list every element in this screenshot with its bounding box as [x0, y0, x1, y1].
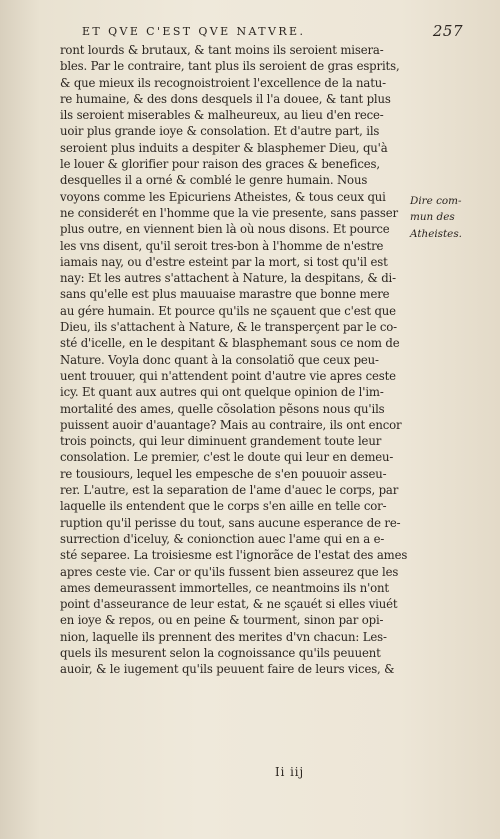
signature-mark: Ii iij [275, 765, 305, 779]
text-line: sans qu'elle est plus mauuaise marastre que bonne mere [60, 287, 390, 302]
text-line: ils seroient miserables & malheureux, au lieu d'en rece- [60, 108, 384, 123]
text-line: iamais nay, ou d'estre esteint par la mort, si tost qu'il est [60, 254, 388, 269]
text-line: desquelles il a orné & comblé le genre humain. Nous [60, 173, 368, 188]
margin-note-line: mun des [410, 211, 455, 224]
running-title: ET QVE C'EST QVE NATVRE. [82, 24, 306, 38]
text-line: le louer & glorifier pour raison des graces & benefices, [60, 157, 380, 172]
text-line: ames demeurassent immortelles, ce neantmoins ils n'ont [60, 580, 389, 595]
text-line: point d'asseurance de leur estat, & ne sçauét si elles viuét [60, 597, 398, 612]
text-line: au gére humain. Et pource qu'ils ne sçauent que c'est que [60, 303, 396, 318]
text-line: bles. Par le contraire, tant plus ils seroient de gras esprits, [60, 59, 400, 74]
text-line: apres ceste vie. Car or qu'ils fussent bien asseurez que les [60, 564, 399, 579]
text-line: mortalité des ames, quelle cõsolation pẽsons nous qu'ils [60, 401, 385, 416]
text-line: uent trouuer, qui n'attendent point d'autre vie apres ceste [60, 368, 396, 383]
text-line: icy. Et quant aux autres qui ont quelque opinion de l'im- [60, 385, 384, 400]
text-line: en ioye & repos, ou en peine & tourment, sinon par opi- [60, 613, 384, 628]
page-header [68, 18, 463, 44]
text-line: re tousiours, lequel les empesche de s'en pouuoir asseu- [60, 466, 387, 481]
text-line: voyons comme les Epicuriens Atheistes, & tous ceux qui [60, 189, 386, 204]
text-line: puissent auoir d'auantage? Mais au contraire, ils ont encor [60, 417, 402, 432]
text-line: laquelle ils entendent que le corps s'en aille en telle cor- [60, 499, 387, 514]
text-line: uoir plus grande ioye & consolation. Et d'autre part, ils [60, 124, 380, 139]
text-line: ne considerét en l'homme que la vie presente, sans passer [60, 205, 398, 220]
text-line: auoir, & le iugement qu'ils peuuent faire de leurs vices, & [60, 662, 395, 677]
text-line: trois poincts, qui leur diminuent grandement toute leur [60, 434, 382, 449]
text-line: nay: Et les autres s'attachent à Nature, la despitans, & di- [60, 271, 396, 286]
text-line: ront lourds & brutaux, & tant moins ils seroient misera- [60, 43, 384, 57]
text-line: quels ils mesurent selon la cognoissance qu'ils peuuent [60, 645, 381, 660]
text-line: rer. L'autre, est la separation de l'ame d'auec le corps, par [60, 483, 399, 498]
text-line: plus outre, en viennent bien là où nous disons. Et pource [60, 222, 390, 237]
margin-note-line: Atheistes. [410, 227, 462, 240]
text-line: consolation. Le premier, c'est le doute qui leur en demeu- [60, 450, 394, 465]
text-line: & que mieux ils recognoistroient l'excellence de la natu- [60, 75, 386, 90]
text-line: ruption qu'il perisse du tout, sans aucune esperance de re- [60, 515, 401, 530]
page-number: 257 [432, 22, 463, 40]
text-line: re humaine, & des dons desquels il l'a douee, & tant plus [60, 91, 391, 106]
text-line: les vns disent, qu'il seroit tres-bon à l'homme de n'estre [60, 238, 384, 253]
text-line: Nature. Voyla donc quant à la consolatiõ que ceux peu- [60, 352, 379, 367]
text-line: surrection d'iceluy, & conionction auec l'ame qui en a e- [60, 531, 385, 546]
margin-note-line: Dire com- [410, 195, 462, 207]
text-line: sté d'icelle, en le despitant & blasphemant sous ce nom de [60, 336, 400, 351]
text-line: seroient plus induits a despiter & blasphemer Dieu, qu'à [60, 140, 388, 155]
text-line: Dieu, ils s'attachent à Nature, & le transperçent par le co- [60, 320, 397, 335]
text-line: sté separee. La troisiesme est l'ignorãce de l'estat des ames [60, 548, 408, 563]
margin-note [410, 193, 480, 242]
body-text [60, 42, 412, 678]
text-line: nion, laquelle ils prennent des merites d'vn chacun: Les- [60, 629, 387, 644]
